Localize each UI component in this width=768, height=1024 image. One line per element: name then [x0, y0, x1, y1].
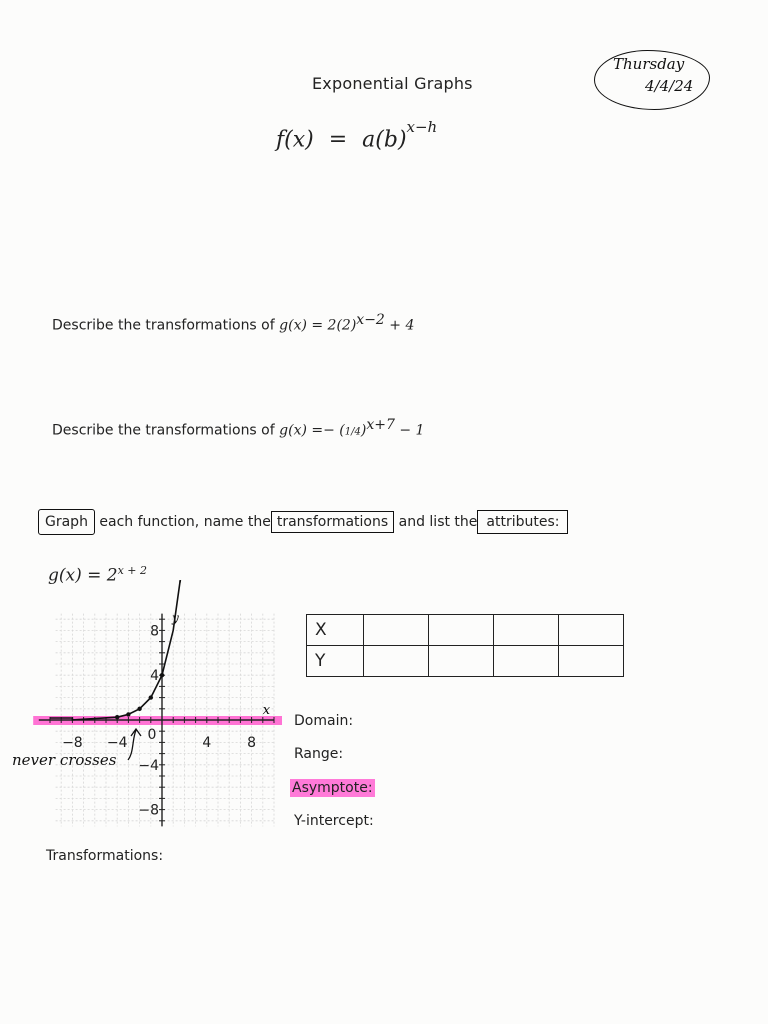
question-1-text: Describe the transformations of — [52, 317, 275, 334]
problem-function-exponent: x + 2 — [117, 564, 148, 577]
plotted-points — [115, 580, 181, 719]
table-row-y — [307, 646, 624, 677]
x-tick-label: 4 — [202, 735, 212, 751]
asymptote-label: Asymptote: — [292, 780, 373, 796]
date-value: 4/4/24 — [645, 77, 694, 95]
table-cell[interactable] — [494, 615, 559, 646]
x-tick-label: 8 — [247, 735, 257, 751]
question-2-close: ) — [360, 422, 367, 439]
domain-label: Domain: — [294, 713, 354, 729]
y-tick-label: 8 — [150, 623, 159, 640]
question-1-tail: + 4 — [389, 317, 415, 334]
question-1-exponent: x−2 — [356, 312, 385, 328]
table-cell[interactable] — [429, 646, 494, 677]
y-tick-label: −4 — [138, 757, 159, 774]
table-cell[interactable] — [559, 615, 624, 646]
plot-point — [160, 673, 164, 677]
question-2-tail: − 1 — [399, 422, 425, 439]
question-1-eq: = 2(2) — [311, 317, 357, 334]
range-label: Range: — [294, 746, 344, 762]
x-tick-label: −4 — [106, 735, 128, 751]
table-cell[interactable] — [559, 646, 624, 677]
table-header-y: Y — [307, 646, 364, 677]
question-2 — [52, 417, 424, 439]
instruction-text-1: each function, name the — [99, 514, 271, 530]
instruction-transformations: transformations — [271, 511, 394, 533]
question-2-eq: =− ( — [311, 422, 345, 439]
x-tick-label: −8 — [62, 735, 83, 751]
table-cell[interactable] — [494, 646, 559, 677]
instruction — [38, 514, 568, 530]
y-axis-label: y — [172, 611, 179, 625]
never-crosses-note: never crosses — [12, 751, 117, 769]
date-note — [594, 50, 710, 110]
question-2-function: g(x) — [279, 422, 307, 439]
question-2-exponent: x+7 — [366, 417, 395, 433]
transformations-label: Transformations: — [46, 848, 164, 864]
formula-lhs: f(x) — [276, 127, 314, 153]
y-intercept-label: Y-intercept: — [294, 813, 374, 829]
general-formula — [276, 118, 438, 153]
plot-point — [137, 707, 141, 711]
formula-rhs: a(b) — [362, 127, 407, 153]
coordinate-graph — [0, 580, 300, 850]
instruction-graph: Graph — [38, 509, 95, 535]
page-title: Exponential Graphs — [312, 74, 473, 93]
table-cell[interactable] — [364, 615, 429, 646]
y-tick-label: −8 — [138, 802, 159, 819]
table-extension-line — [540, 645, 594, 646]
annotation-arrow — [128, 729, 141, 760]
y-tick-label: 4 — [150, 668, 159, 685]
formula-exponent: x−h — [406, 118, 438, 136]
table-cell[interactable] — [429, 615, 494, 646]
curve-arrowhead — [174, 580, 181, 582]
problem-function-base: g(x) = 2 — [48, 565, 118, 586]
x-axis-label: x — [262, 703, 271, 718]
question-1-function: g(x) — [279, 317, 307, 334]
table-header-x: X — [307, 615, 364, 646]
question-2-fraction: 1/4 — [344, 426, 361, 438]
x-tick-label: 0 — [147, 727, 157, 743]
table-row-x — [307, 615, 624, 646]
plot-point — [126, 712, 130, 716]
table-cell[interactable] — [364, 646, 429, 677]
instruction-text-2: and list the — [398, 514, 478, 530]
plot-point — [149, 695, 153, 699]
date-day: Thursday — [613, 55, 685, 73]
plot-point — [115, 715, 119, 719]
question-1 — [52, 312, 414, 334]
question-2-text: Describe the transformations of — [52, 422, 275, 439]
formula-eq: = — [328, 127, 348, 153]
instruction-attributes: attributes: — [477, 510, 568, 534]
